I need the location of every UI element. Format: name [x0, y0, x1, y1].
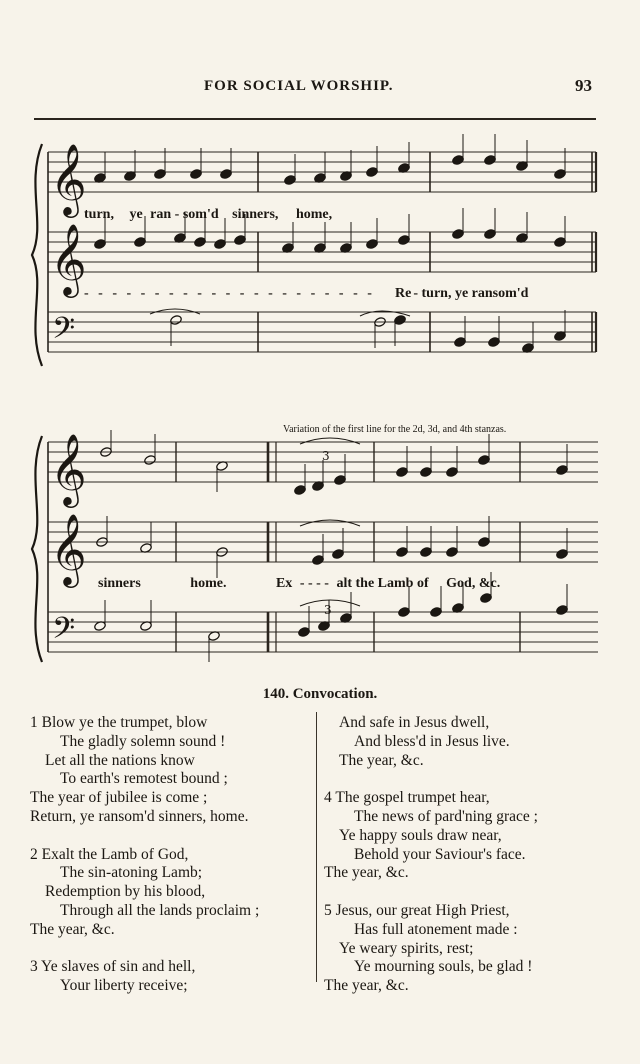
lyric-word: turn, — [84, 207, 114, 222]
lyric-word: home, — [295, 207, 333, 222]
lyric-word: - — [413, 286, 418, 301]
hymn-line: Through all the lands proclaim ; — [60, 902, 260, 919]
page-number: 93 — [575, 76, 592, 95]
hymn-line: And bless'd in Jesus live. — [354, 732, 510, 750]
treble-clef-icon: 𝄞 — [50, 432, 87, 505]
running-header — [0, 78, 640, 100]
lyric-word: alt the Lamb of — [336, 576, 429, 591]
column-divider — [316, 712, 317, 982]
hymn-line: And safe in Jesus dwell, — [339, 714, 490, 731]
hymn-line: 1 Blow ye the trumpet, blow — [30, 714, 208, 731]
lyric-word: home. — [190, 576, 227, 591]
hymn-line: Let all the nations know — [45, 751, 195, 769]
hymn-line: The sin-atoning Lamb; — [60, 864, 203, 882]
lyric-word: ran — [150, 207, 172, 222]
variation-note: Variation of the first line for the 2d, 3d, and 4th stanzas. — [283, 424, 507, 435]
lyric-word: sinners — [98, 576, 141, 591]
treble-clef-icon: 𝄞 — [50, 142, 87, 215]
system2-lyric — [98, 576, 500, 592]
triplet-mark: 3 — [322, 449, 330, 463]
hymn-line: 2 Exalt the Lamb of God, — [30, 845, 189, 863]
hymn-line: Ye happy souls draw near, — [339, 826, 502, 844]
hymn-line: Your liberty receive; — [60, 977, 188, 995]
slur — [300, 438, 360, 444]
treble-clef-icon: 𝄞 — [50, 512, 87, 585]
lyric-word: - - - - — [299, 576, 329, 591]
lyric-word: ye — [129, 207, 143, 222]
hymn-line: The news of pard'ning grace ; — [354, 808, 538, 825]
lyric-word: - — [174, 207, 180, 222]
hymn-line: 3 Ye slaves of sin and hell, — [30, 958, 196, 976]
slur — [300, 520, 360, 526]
running-title: FOR SOCIAL WORSHIP. — [204, 78, 394, 94]
bass-clef-icon: 𝄢 — [52, 312, 76, 353]
hymn-line: To earth's remotest bound ; — [60, 770, 228, 788]
lyric-word: ye — [454, 286, 469, 301]
triplet-mark: 3 — [324, 603, 332, 617]
hymn-line: The year, &c. — [324, 977, 409, 995]
hymn-line: Has full atonement made : — [354, 920, 518, 938]
hymn-line: Ye weary spirits, rest; — [339, 939, 474, 957]
hymn-line: Behold your Saviour's face. — [354, 845, 526, 863]
lyric-word: som'd — [182, 207, 219, 222]
hymn-line: The year, &c. — [324, 864, 409, 882]
music-system-2 — [0, 430, 640, 670]
system1-alto-dashes: - - - - - - - - - - - - - - - - - - - - - — [84, 286, 375, 301]
brace — [32, 436, 42, 662]
lyric-word: ransom'd — [471, 286, 529, 301]
hymn-line: Redemption by his blood, — [45, 883, 206, 901]
hymn-line: 5 Jesus, our great High Priest, — [324, 902, 510, 919]
treble-clef-icon: 𝄞 — [50, 222, 87, 295]
brace — [32, 144, 42, 366]
hymn-line: The year, &c. — [30, 920, 115, 938]
bass-clef-icon: 𝄢 — [52, 612, 76, 653]
lyric-word: sinners, — [232, 207, 279, 222]
hymn-line: Return, ye ransom'd sinners, home. — [30, 808, 249, 825]
hymn-title: 140. Convocation. — [262, 686, 378, 702]
system1-treble-lyric — [84, 207, 332, 223]
hymn-line: 4 The gospel trumpet hear, — [324, 789, 490, 807]
lyric-word: Ex — [275, 576, 293, 591]
lyric-word: Re — [395, 286, 412, 301]
header-rule — [34, 118, 596, 120]
system1-alto-lyric — [395, 286, 528, 302]
hymn-line: Ye mourning souls, be glad ! — [354, 958, 533, 976]
hymn-line: The year, &c. — [339, 751, 424, 769]
lyric-word: turn, — [421, 286, 452, 301]
hymn-line: The gladly solemn sound ! — [60, 732, 226, 750]
hymn-line: The year of jubilee is come ; — [30, 789, 208, 807]
lyric-word: God, &c. — [446, 576, 501, 591]
